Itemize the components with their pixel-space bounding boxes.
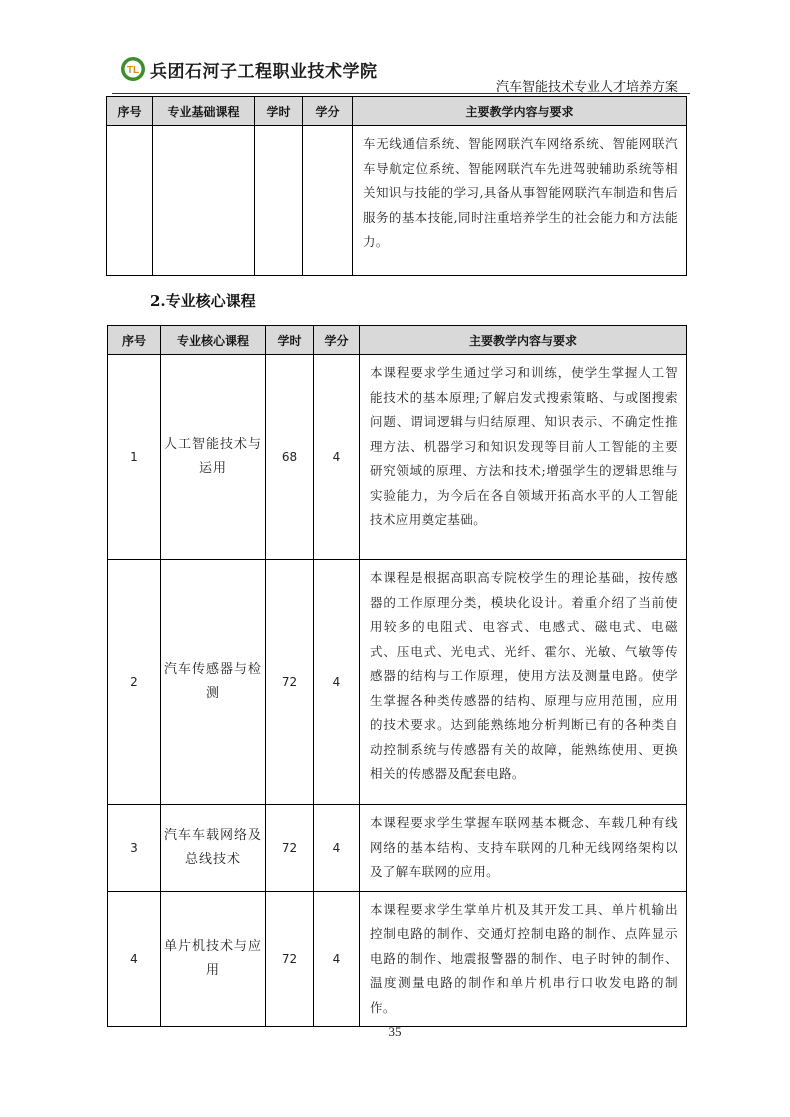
document-title: 汽车智能技术专业人才培养方案 xyxy=(495,80,678,95)
header-cell-content: 主要教学内容与要求 xyxy=(353,97,687,126)
course-description: 车无线通信系统、智能网联汽车网络系统、智能网联汽车导航定位系统、智能网联汽车先进驾驶辅助系统等相关知识与技能的学习,具备从事智能网联汽车制造和售后服务的基本技能,同时注重培养学生的社会能力和方法能力。 xyxy=(353,126,687,276)
page-number: 35 xyxy=(388,1024,402,1039)
course-description: 本课程要求学生通过学习和训练，使学生掌握人工智能技术的基本原理;了解启发式搜索策略、与或图搜索问题、谓词逻辑与归结原理、知识表示、不确定性推理方法、机器学习和知识发现等目前人工智能的主要研究领域的原理、方法和技术;增强学生的逻辑思维与实验能力，为今后在各自领域开拓高水平的人工智能技术应用奠定基础。 xyxy=(360,355,687,560)
header-cell-number: 序号 xyxy=(108,326,161,355)
logo-text: TL xyxy=(126,65,140,76)
table-row xyxy=(108,355,687,560)
course-description: 本课程要求学生掌单片机及其开发工具、单片机输出控制电路的制作、交通灯控制电路的制作、点阵显示电路的制作、地震报警器的制作、电子时钟的制作、温度测量电路的制作和单片机串行口收发电路的制作。 xyxy=(360,891,687,1027)
course-credits: 4 xyxy=(314,560,360,805)
course-description: 本课程是根据高职高专院校学生的理论基础，按传感器的工作原理分类，模块化设计。着重介绍了当前使用较多的电阻式、电容式、电感式、磁电式、电磁式、压电式、光电式、光纤、霍尔、光敏、气敏等传感器的结构与工作原理，使用方法及测量电路。使学生掌握各种类传感器的结构、原理与应用范围，应用的技术要求。达到能熟练地分析判断已有的各种类自动控制系统与传感器有关的故障，能熟练使用、更换相关的传感器及配套电路。 xyxy=(360,560,687,805)
course-number: 4 xyxy=(108,891,161,1027)
foundation-course-table xyxy=(106,96,687,276)
course-hours xyxy=(255,126,303,276)
header-cell-credits: 学分 xyxy=(303,97,353,126)
course-hours: 68 xyxy=(266,355,314,560)
header-cell-content: 主要教学内容与要求 xyxy=(360,326,687,355)
course-number: 1 xyxy=(108,355,161,560)
table-header-row xyxy=(108,326,687,355)
header-cell-hours: 学时 xyxy=(266,326,314,355)
header-cell-hours: 学时 xyxy=(255,97,303,126)
course-credits: 4 xyxy=(314,805,360,892)
school-name: 兵团石河子工程职业技术学院 xyxy=(150,61,378,82)
course-name: 汽车车载网络及总线技术 xyxy=(161,805,266,892)
header-cell-course: 专业基础课程 xyxy=(153,97,255,126)
header-divider xyxy=(112,93,690,94)
course-name xyxy=(153,126,255,276)
course-credits xyxy=(303,126,353,276)
course-credits: 4 xyxy=(314,355,360,560)
core-course-table xyxy=(107,325,687,1027)
course-number xyxy=(107,126,153,276)
course-hours: 72 xyxy=(266,891,314,1027)
course-number: 3 xyxy=(108,805,161,892)
course-description: 本课程要求学生掌握车联网基本概念、车载几种有线网络的基本结构、支持车联网的几种无线网络架构以及了解车联网的应用。 xyxy=(360,805,687,892)
table-header-row xyxy=(107,97,687,126)
table-row xyxy=(108,891,687,1027)
table-row xyxy=(108,560,687,805)
course-number: 2 xyxy=(108,560,161,805)
page-header xyxy=(112,52,690,94)
table-row xyxy=(108,805,687,892)
table-row xyxy=(107,126,687,276)
course-name: 人工智能技术与运用 xyxy=(161,355,266,560)
course-name: 汽车传感器与检测 xyxy=(161,560,266,805)
course-hours: 72 xyxy=(266,560,314,805)
school-logo-block xyxy=(120,56,378,82)
school-logo-icon xyxy=(120,56,146,82)
section-heading: 2.专业核心课程 xyxy=(150,292,256,310)
header-cell-number: 序号 xyxy=(107,97,153,126)
header-cell-course: 专业核心课程 xyxy=(161,326,266,355)
course-name: 单片机技术与应用 xyxy=(161,891,266,1027)
header-cell-credits: 学分 xyxy=(314,326,360,355)
course-hours: 72 xyxy=(266,805,314,892)
course-credits: 4 xyxy=(314,891,360,1027)
